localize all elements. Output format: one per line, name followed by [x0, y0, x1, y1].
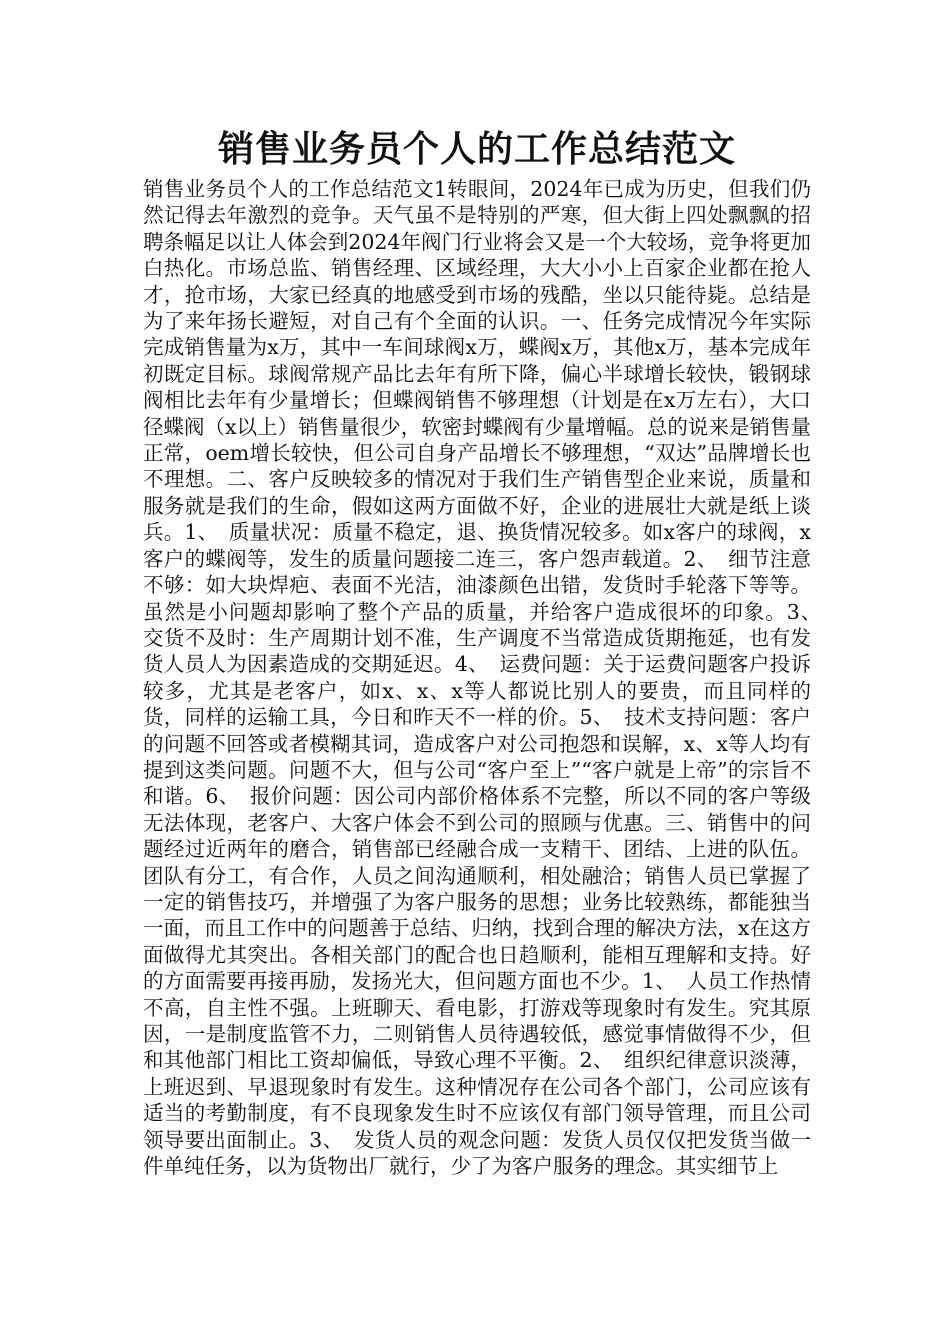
document-title: 销售业务员个人的工作总结范文: [217, 129, 736, 170]
document-page: [143, 124, 832, 1179]
document-body: 销售业务员个人的工作总结范文1转眼间，2024年已成为历史，但我们仍然记得去年激烈的竞争。天气虽不是特别的严寒，但大街上四处飘飘的招聘条幅足以让人体会到2024年阀门行业将会又是一个大较场，竞争将更加白热化。市场总监、销售经理、区域经理，大大小小上百家企业都在抢人才，抢市场，大家已经真的地感受到市场的残酷，坐以只能待毙。总结是为了来年扬长避短，对自己有个全面的认识。一、任务完成情况今年实际完成销售量为x万，其中一车间球阀x万，蝶阀x万，其他x万，基本完成年初既定目标。球阀常规产品比去年有所下降，偏心半球增长较快，锻钢球阀相比去年有少量增长；但蝶阀销售不够理想（计划是在x万左右），大口径蝶阀（x以上）销售量很少，软密封蝶阀有少量增幅。总的说来是销售量正常，oem增长较快，但公司自身产品增长不够理想，“双达”品牌增长也不理想。二、客户反映较多的情况对于我们生产销售型企业来说，质量和服务就是我们的生命，假如这两方面做不好，企业的进展壮大就是纸上谈兵。1、 质量状况：质量不稳定，退、换货情况较多。如x客户的球阀，x客户的蝶阀等，发生的质量问题接二连三，客户怨声载道。2、 细节注意不够：如大块焊疤、表面不光洁，油漆颜色出错，发货时手轮落下等等。虽然是小问题却影响了整个产品的质量，并给客户造成很坏的印象。3、 交货不及时：生产周期计划不准，生产调度不当常造成货期拖延，也有发货人员人为因素造成的交期延迟。4、 运费问题：关于运费问题客户投诉较多，尤其是老客户，如x、x、x等人都说比别人的要贵，而且同样的货，同样的运输工具，今日和昨天不一样的价。5、 技术支持问题：客户的问题不回答或者模糊其词，造成客户对公司抱怨和误解，x、x等人均有提到这类问题。问题不大，但与公司“客户至上”“客户就是上帝”的宗旨不和谐。6、 报价问题：因公司内部价格体系不完整，所以不同的客户等级无法体现，老客户、大客户体会不到公司的照顾与优惠。三、销售中的问题经过近两年的磨合，销售部已经融合成一支精干、团结、上进的队伍。团队有分工，有合作，人员之间沟通顺利，相处融洽；销售人员已掌握了一定的销售技巧，并增强了为客户服务的思想；业务比较熟练，都能独当一面，而且工作中的问题善于总结、归纳，找到合理的解决方法，x在这方面做得尤其突出。各相关部门的配合也日趋顺利，能相互理解和支持。好的方面需要再接再励，发扬光大，但问题方面也不少。1、 人员工作热情不高，自主性不强。上班聊天、看电影，打游戏等现象时有发生。究其原因，一是制度监管不力，二则销售人员待遇较低，感觉事情做得不少，但和其他部门相比工资却偏低，导致心理不平衡。2、 组织纪律意识淡薄，上班迟到、早退现象时有发生。这种情况存在公司各个部门，公司应该有适当的考勤制度，有不良现象发生时不应该仅有部门领导管理，而且公司领导要出面制止。3、 发货人员的观念问题：发货人员仅仅把发货当做一件单纯任务，以为货物出厂就行，少了为客户服务的理念。其实细节上: [143, 177, 832, 1179]
